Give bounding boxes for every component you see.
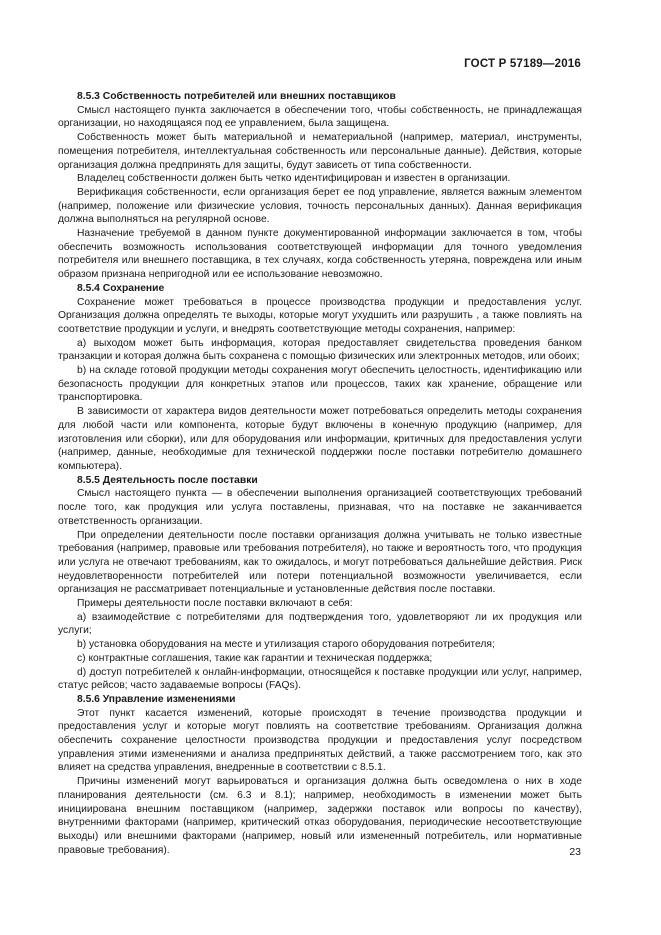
page-content <box>58 90 582 857</box>
section-heading: 8.5.4 Сохранение <box>77 282 165 294</box>
paragraph: Владелец собственности должен быть четко идентифицирован и известен в организации. <box>77 173 511 185</box>
list-item: c) контрактные соглашения, такие как гарантии и техническая поддержка; <box>77 652 433 664</box>
paragraph: Верификация собственности, если организация берет ее под управление, является важным элементом (например, положение или физические условия, точность персональных данных). Данная верификация должна выполняться на регулярной основе. <box>58 186 582 226</box>
paragraph: При определении деятельности после поставки организация должна учитывать не только известные требования (например, правовые или требования потребителя), но также и вероятность того, что продукция или услуга не отвечают требованиям, как то ожидалось, и могут потребоваться дальнейшие действия. Риск неудовлетворенности потребителей или потери потенциальной возможности увеличивается, если организация не рассматривает потенциальные и установленные действия после поставки. <box>58 529 582 596</box>
list-item: b) на складе готовой продукции методы сохранения могут обеспечить целостность, идентификацию или безопасность продукции для конкретных этапов или процессов, таких как хранение, обращение или транспортировка. <box>58 365 582 404</box>
section-heading: 8.5.5 Деятельность после поставки <box>77 474 258 486</box>
paragraph: Причины изменений могут варьироваться и организация должна быть осведомлена о них в ходе планирования деятельности (см. 6.3 и 8.1); например, необходимость в изменении может быть инициирована внешним поставщиком (например, задержки поставок или вопросы по качеству), внутренними факторами (например, критический отказ оборудования, периодические несоответствующие выходы) или внешними факторами (например, новый или измененный потребитель, или нормативные правовые требования). <box>58 776 582 856</box>
paragraph: Сохранение может требоваться в процессе производства продукции и предоставления услуг. Организация должна определять те выходы, которые могут ухудшить или разрушить , а также повлиять на соответствие продукции и услуги, и внедрять соответствующие методы сохранения, например: <box>58 296 582 335</box>
list-item: b) установка оборудования на месте и утилизация старого оборудования потребителя; <box>77 639 495 651</box>
section-heading: 8.5.3 Собственность потребителей или внешних поставщиков <box>77 91 396 102</box>
paragraph: Этот пункт касается изменений, которые происходят в течение производства продукции и предоставления услуг и которые могут повлиять на соответствие требованиям. Организация должна обеспечить сохранение целостности производства продукции и предоставления услуг посредством управления этими изменениями и анализа предпринятых действий, а также рассмотрением того, как это влияет на средства управления, внедренные в соответствии с 8.5.1. <box>58 707 582 774</box>
paragraph: Назначение требуемой в данном пункте документированной информации заключается в том, чтобы обеспечить возможность использования соответствующей информации для точного уведомления потребителя или внешнего поставщика, в тех случаях, когда собственность утеряна, повреждена или иным образом признана непригодной или ее использование невозможно. <box>58 228 582 281</box>
paragraph: Собственность может быть материальной и нематериальной (например, материал, инструменты, помещения потребителя, интеллектуальная собственность или персональные данные). Действия, которые организация должна предпринять для защиты, будут зависеть от типа собственности. <box>58 132 582 171</box>
paragraph: В зависимости от характера видов деятельности может потребоваться определить методы сохранения для любой части или компонента, которые будут включены в конечную продукцию (например, для изготовления или сборки), или для оборудования или информации, критичных для предоставления услуги (например, данные, необходимые для технической поддержки после поставки потребителю домашнего компьютера). <box>58 406 582 472</box>
paragraph: Примеры деятельности после поставки включают в себя: <box>77 598 353 610</box>
list-item: а) выходом может быть информация, которая предоставляет свидетельства проведения банком транзакции и которая должна быть сохранена с помощью физических или электронных методов, или обоих; <box>58 337 582 363</box>
page-number: 23 <box>569 846 581 858</box>
paragraph: Смысл настоящего пункта заключается в обеспечении того, чтобы собственность, не принадлежащая организации, но находящаяся под ее управлением, была защищена. <box>58 104 582 130</box>
list-item: а) взаимодействие с потребителями для подтверждения того, удовлетворяют ли их продукция или услуги; <box>58 611 582 637</box>
paragraph: Смысл настоящего пункта — в обеспечении выполнения организацией соответствующих требований после того, как продукция или услуга поставлены, признавая, что на поставке не заканчивается ответственность организации. <box>58 488 582 527</box>
document-code: ГОСТ Р 57189—2016 <box>464 58 581 70</box>
list-item: d) доступ потребителей к онлайн-информации, относящейся к поставке продукции или услуг, например, статус рейсов; часто задаваемые вопросы (FAQs). <box>58 666 582 692</box>
section-heading: 8.5.6 Управление изменениями <box>77 693 236 705</box>
